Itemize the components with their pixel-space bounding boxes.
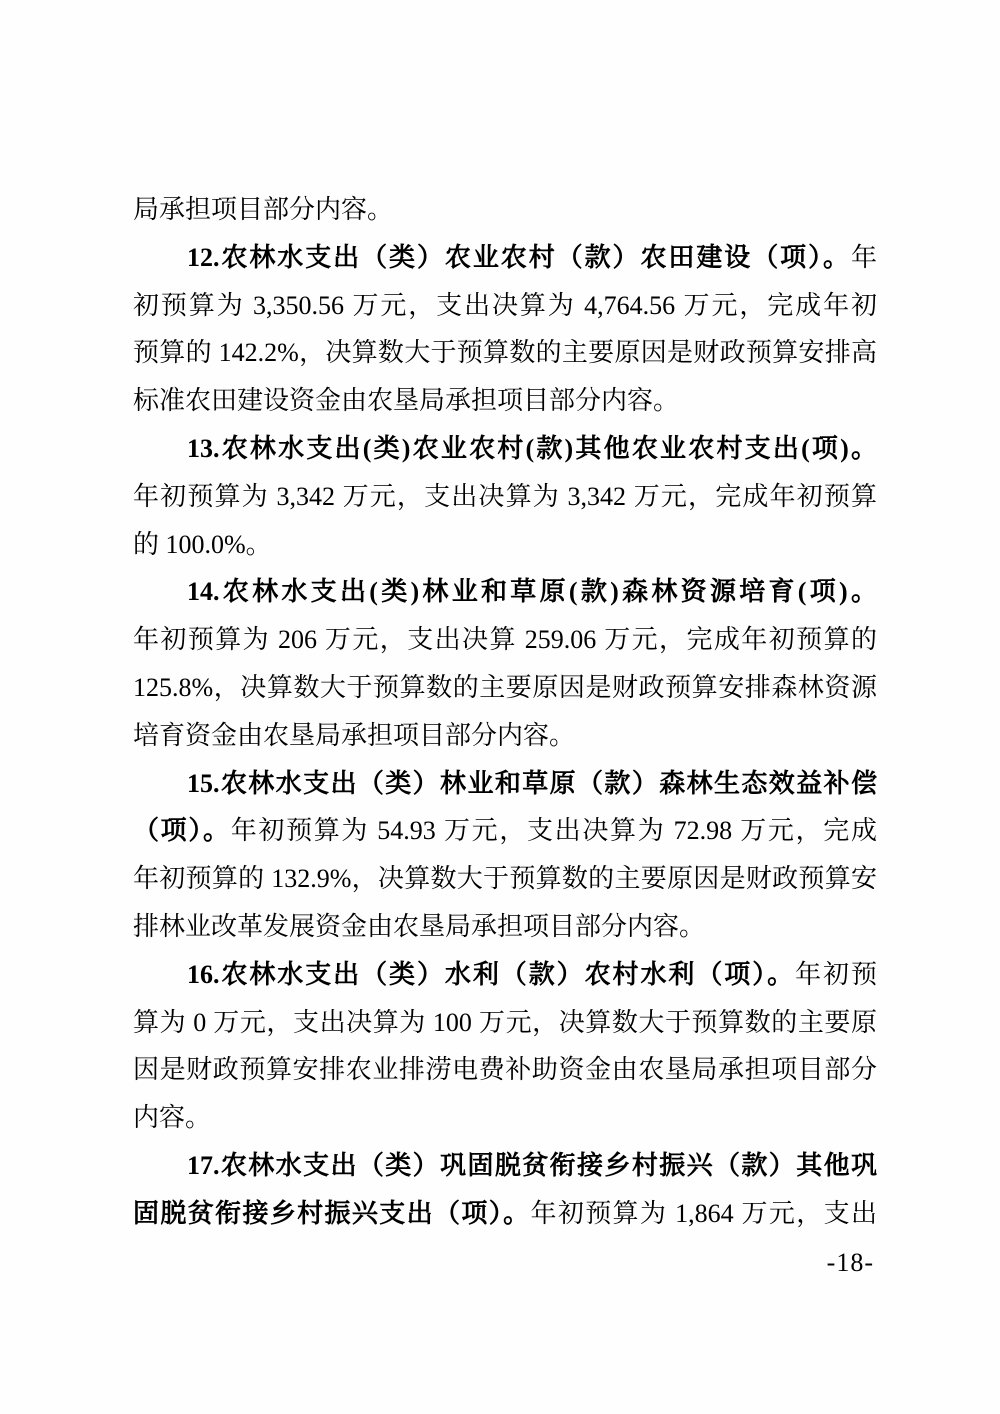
text-line (133, 1142, 877, 1190)
text-line (133, 664, 877, 712)
text-line (133, 282, 877, 330)
text-line (133, 999, 877, 1047)
text-line (133, 1094, 877, 1142)
paragraph-text-run: 内容。 (133, 1103, 212, 1133)
text-line (133, 329, 877, 377)
text-line (133, 425, 877, 473)
paragraph-text-run: 标准农田建设资金由农垦局承担项目部分内容。 (133, 386, 680, 416)
paragraph-text-run: 年 (850, 242, 877, 272)
text-line (133, 234, 877, 282)
paragraph-text-run: 年初预 (795, 959, 877, 989)
paragraph-text-run: 年初预算为 54.93 万元，支出决算为 72.98 万元，完成 (230, 816, 877, 846)
text-line (133, 186, 877, 234)
text-line (133, 1046, 877, 1094)
paragraph-heading-run: 14.农林水支出(类)林业和草原(款)森林资源培育(项)。 (187, 577, 877, 607)
paragraph-text-run: 125.8%，决算数大于预算数的主要原因是财政预算安排森林资源 (133, 672, 877, 702)
paragraph-heading-run: 15.农林水支出（类）林业和草原（款）森林生态效益补偿 (187, 768, 877, 798)
paragraph-heading-run: （项）。 (133, 816, 231, 846)
text-line (133, 951, 877, 999)
paragraph-heading-run: 13.农林水支出(类)农业农村(款)其他农业农村支出(项)。 (187, 433, 877, 463)
text-line (133, 377, 877, 425)
paragraph-text-run: 预算的 142.2%，决算数大于预算数的主要原因是财政预算安排高 (133, 338, 877, 368)
paragraph-text-run: 初预算为 3,350.56 万元，支出决算为 4,764.56 万元，完成年初 (133, 290, 877, 320)
paragraph-heading-run: 12.农林水支出（类）农业农村（款）农田建设（项）。 (187, 242, 851, 272)
paragraph-heading-run: 固脱贫衔接乡村振兴支出（项）。 (133, 1198, 531, 1228)
paragraph-text-run: 培育资金由农垦局承担项目部分内容。 (133, 720, 576, 750)
text-line (133, 1190, 877, 1238)
text-line (133, 616, 877, 664)
paragraph-text-run: 因是财政预算安排农业排涝电费补助资金由农垦局承担项目部分 (133, 1055, 877, 1085)
paragraph-heading-run: 17.农林水支出（类）巩固脱贫衔接乡村振兴（款）其他巩 (187, 1150, 877, 1180)
text-line (133, 760, 877, 808)
document-body (133, 186, 877, 1238)
paragraph-text-run: 年初预算为 1,864 万元，支出 (530, 1198, 877, 1228)
text-line (133, 807, 877, 855)
text-line (133, 855, 877, 903)
text-line (133, 712, 877, 760)
paragraph-heading-run: 16.农林水支出（类）水利（款）农村水利（项）。 (187, 959, 796, 989)
paragraph-text-run: 排林业改革发展资金由农垦局承担项目部分内容。 (133, 911, 706, 941)
text-line (133, 521, 877, 569)
paragraph-text-run: 年初预算为 206 万元，支出决算 259.06 万元，完成年初预算的 (133, 625, 877, 655)
text-line (133, 473, 877, 521)
paragraph-text-run: 年初预算为 3,342 万元，支出决算为 3,342 万元，完成年初预算 (133, 481, 877, 511)
page-number: -18- (826, 1248, 874, 1277)
text-line (133, 903, 877, 951)
paragraph-text-run: 算为 0 万元，支出决算为 100 万元，决算数大于预算数的主要原 (133, 1007, 877, 1037)
paragraph-text-run: 的 100.0%。 (133, 529, 272, 559)
text-line (133, 568, 877, 616)
paragraph-text-run: 年初预算的 132.9%，决算数大于预算数的主要原因是财政预算安 (133, 864, 877, 894)
paragraph-text-run: 局承担项目部分内容。 (133, 195, 394, 224)
